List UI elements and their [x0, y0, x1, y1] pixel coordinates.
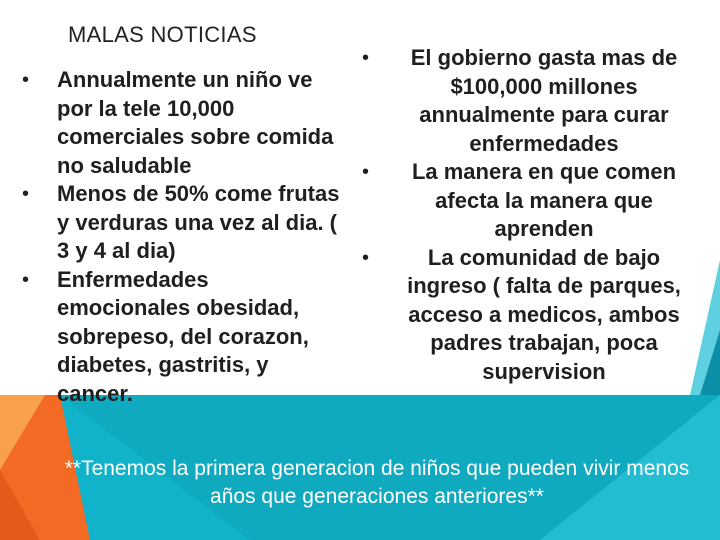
bullet-text: Annualmente un niño ve por la tele 10,000 comerciales sobre comida no saludable [57, 67, 334, 178]
bullet-item [362, 158, 692, 244]
bullet-dot: • [22, 69, 30, 91]
bullet-text: La manera en que comen afecta la manera que aprenden [411, 159, 677, 241]
bullet-item [22, 266, 342, 409]
left-bullet-list [22, 66, 342, 408]
bullet-dot: • [362, 47, 370, 69]
bullet-text: Menos de 50% come frutas y verduras una vez al dia. ( 3 y 4 al dia) [57, 181, 340, 263]
bullet-dot: • [22, 268, 30, 291]
bullet-dot: • [362, 161, 370, 183]
bullet-item [362, 244, 692, 387]
bullet-dot: • [22, 183, 30, 205]
footer-note: **Tenemos la primera generacion de niños que pueden vivir menos años que generaciones anteriores** [64, 457, 690, 508]
bullet-dot: • [362, 246, 370, 269]
bullet-item [22, 66, 342, 180]
bullet-text: La comunidad de bajo ingreso ( falta de parques, acceso a medicos, ambos padres trabajan, poca supervision [407, 244, 681, 384]
slide-title: MALAS NOTICIAS [68, 22, 257, 47]
bullet-text: El gobierno gasta mas de $100,000 millones annualmente para curar enfermedades [410, 45, 678, 156]
bullet-item [362, 44, 692, 158]
bullet-item [22, 180, 342, 266]
right-bullet-list [362, 44, 692, 386]
bullet-text: Enfermedades emocionales obesidad, sobrepeso, del corazon, diabetes, gastritis, y cancer. [57, 266, 309, 406]
